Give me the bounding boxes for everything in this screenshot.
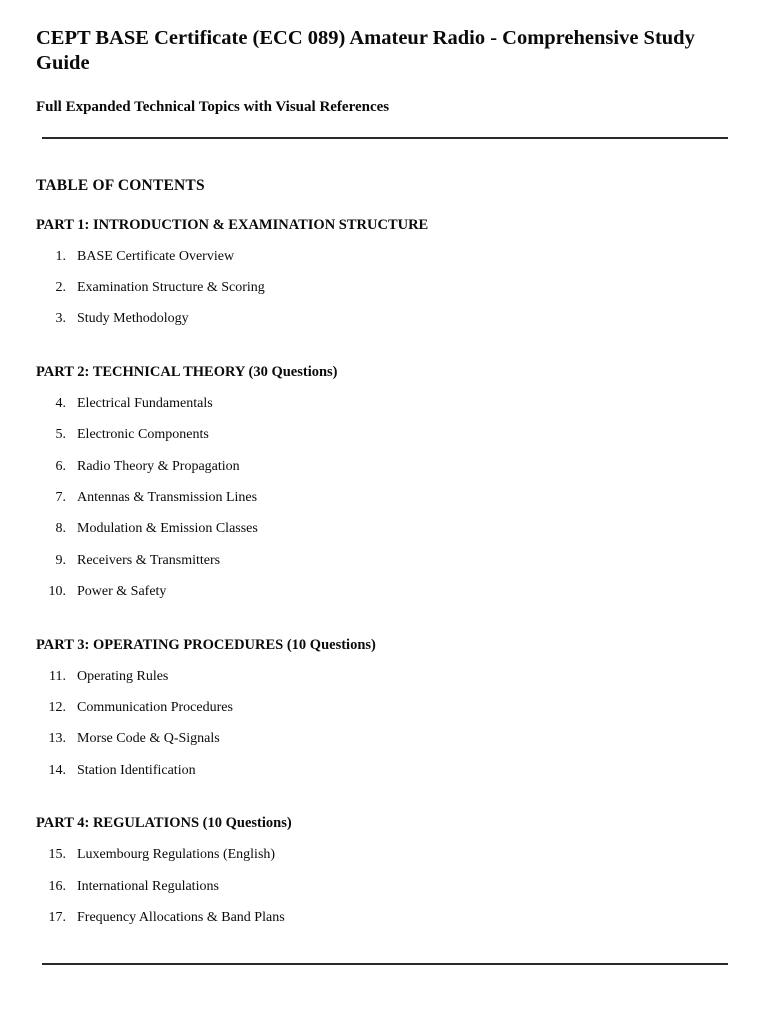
toc-item [36, 847, 728, 864]
toc-item-label: Luxembourg Regulations (English) [77, 847, 276, 863]
toc-item-label: Communication Procedures [77, 699, 233, 715]
toc-item-number: 14. [48, 762, 66, 778]
toc-item [36, 459, 728, 476]
toc-section-part-2 [36, 364, 728, 600]
toc-item [36, 700, 728, 717]
toc-item-number: 10. [48, 583, 66, 599]
toc-item-number: 11. [49, 668, 66, 684]
toc-section-part-3 [36, 637, 728, 780]
toc-item-number: 3. [55, 311, 66, 327]
section-heading-part-2: PART 2: TECHNICAL THEORY (30 Questions) [36, 364, 338, 381]
document-title: CEPT BASE Certificate (ECC 089) Amateur Radio - Comprehensive Study Guide [36, 27, 695, 74]
toc-item [36, 553, 728, 570]
toc-item-label: Frequency Allocations & Band Plans [77, 909, 285, 925]
toc-item [36, 669, 728, 686]
toc-item-label: International Regulations [77, 878, 219, 894]
toc-section-part-4 [36, 815, 728, 926]
toc-item [36, 427, 728, 444]
toc-item-number: 13. [48, 731, 66, 747]
toc-item-number: 4. [55, 396, 66, 412]
divider-top [42, 137, 728, 139]
toc-item-number: 2. [55, 280, 66, 296]
toc-item [36, 311, 728, 328]
toc-item [36, 763, 728, 780]
toc-item-label: Morse Code & Q-Signals [77, 731, 220, 747]
toc-item-label: Electrical Fundamentals [77, 396, 213, 412]
toc-item-label: Power & Safety [77, 583, 167, 599]
toc-item-label: Operating Rules [77, 668, 169, 684]
toc-item-label: Antennas & Transmission Lines [77, 490, 258, 506]
toc-item-number: 12. [48, 699, 66, 715]
toc-item-number: 5. [55, 427, 66, 443]
toc-item-label: Receivers & Transmitters [77, 552, 221, 568]
toc-item-label: Electronic Components [77, 427, 209, 443]
toc-item [36, 249, 728, 266]
toc-item [36, 521, 728, 538]
toc-section-part-1 [36, 217, 728, 328]
toc-item-number: 6. [55, 458, 66, 474]
toc-heading: TABLE OF CONTENTS [36, 177, 205, 194]
divider-bottom [42, 963, 728, 965]
toc-item-label: Station Identification [77, 762, 196, 778]
toc-item-number: 15. [48, 847, 66, 863]
toc-item-number: 8. [55, 521, 66, 537]
toc-item [36, 280, 728, 297]
toc-item-label: BASE Certificate Overview [77, 248, 235, 264]
toc-item [36, 731, 728, 748]
toc-item-label: Modulation & Emission Classes [77, 521, 258, 537]
toc-item-number: 9. [55, 552, 66, 568]
document-subtitle: Full Expanded Technical Topics with Visual References [36, 99, 390, 115]
toc-item-number: 7. [55, 490, 66, 506]
toc-item-label: Study Methodology [77, 311, 189, 327]
toc-item [36, 879, 728, 896]
toc-item-label: Radio Theory & Propagation [77, 458, 240, 474]
section-heading-part-3: PART 3: OPERATING PROCEDURES (10 Questions) [36, 636, 376, 653]
toc-item [36, 396, 728, 413]
toc-item-number: 1. [55, 248, 66, 264]
toc-item-label: Examination Structure & Scoring [77, 280, 265, 296]
section-heading-part-1: PART 1: INTRODUCTION & EXAMINATION STRUCTURE [36, 217, 429, 233]
toc-item [36, 910, 728, 927]
toc-item-number: 17. [48, 909, 66, 925]
section-heading-part-4: PART 4: REGULATIONS (10 Questions) [36, 815, 292, 832]
toc-item [36, 584, 728, 601]
toc-item [36, 490, 728, 507]
toc-item-number: 16. [48, 878, 66, 894]
